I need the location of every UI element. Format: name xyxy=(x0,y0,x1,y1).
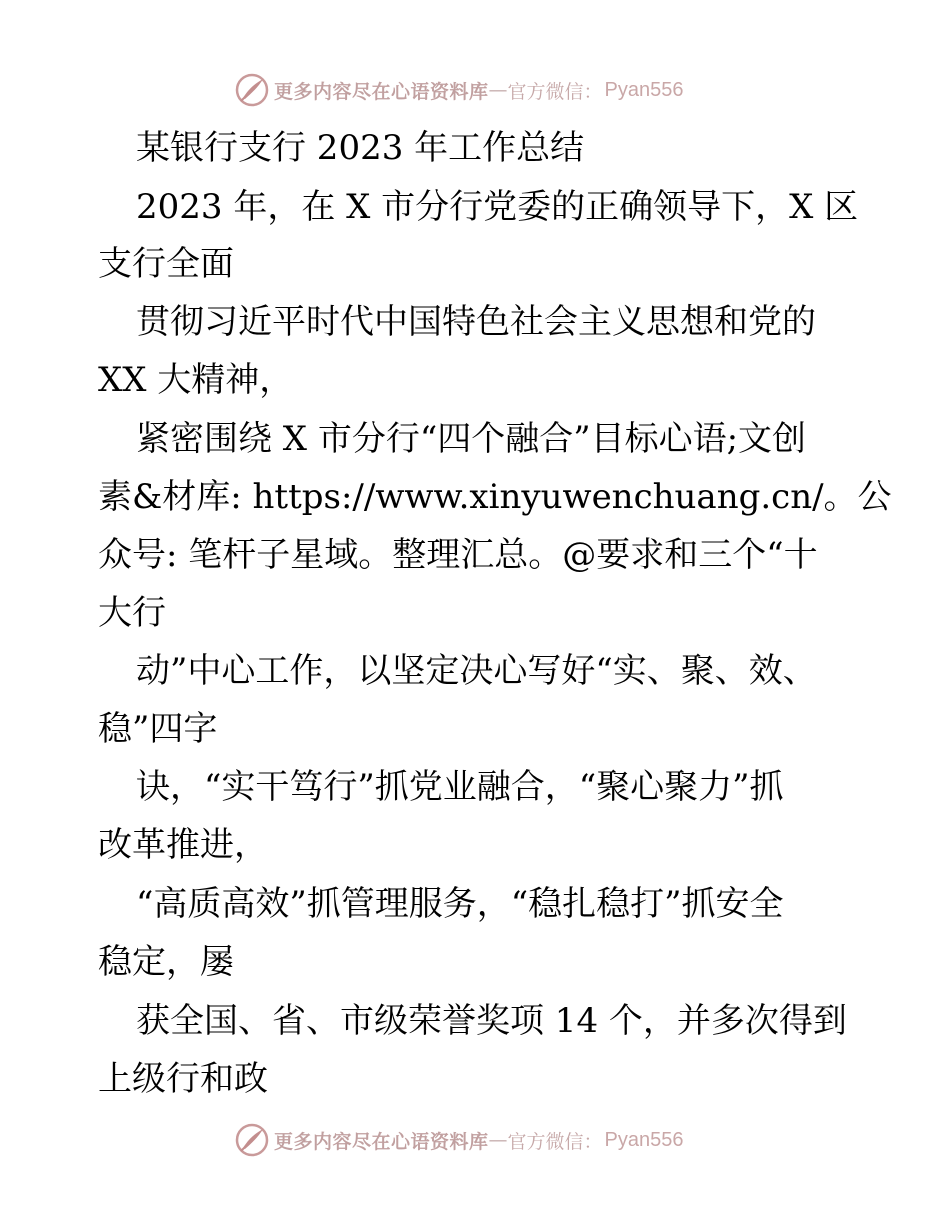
paragraph-line: 上级行和政 xyxy=(98,1059,268,1099)
footer-watermark xyxy=(234,1120,684,1160)
paragraph-line: 稳”四字 xyxy=(98,709,218,749)
paragraph-line: 2023 年，在 X 市分行党委的正确领导下，X 区 xyxy=(136,187,859,227)
paragraph-line: 素&材库: https://www.xinyuwenchuang.cn/。公 xyxy=(98,477,892,517)
paragraph-line: “高质高效”抓管理服务，“稳扎稳打”抓安全 xyxy=(136,884,784,924)
document-title: 某银行支行 2023 年工作总结 xyxy=(136,128,585,168)
paragraph-line: 贯彻习近平时代中国特色社会主义思想和党的 xyxy=(136,302,816,342)
watermark-main-text: 更多内容尽在心语资料库 xyxy=(274,1130,489,1153)
quill-pen-logo-icon xyxy=(234,1122,270,1158)
quill-pen-logo-icon xyxy=(234,72,270,108)
watermark-wechat-id: Pyan556 xyxy=(604,1128,684,1151)
paragraph-line: 紧密围绕 X 市分行“四个融合”目标心语;文创 xyxy=(136,419,807,459)
header-watermark xyxy=(234,70,684,110)
paragraph-line: 动”中心工作，以坚定决心写好“实、聚、效、 xyxy=(136,651,817,691)
watermark-main-text: 更多内容尽在心语资料库 xyxy=(274,80,489,103)
paragraph-line: 改革推进， xyxy=(98,825,268,865)
paragraph-line: 获全国、省、市级荣誉奖项 14 个，并多次得到 xyxy=(136,1001,847,1041)
paragraph-line: 大行 xyxy=(98,593,166,633)
watermark-wechat-label: 官方微信： xyxy=(507,1130,603,1153)
paragraph-line: 支行全面 xyxy=(98,244,234,284)
paragraph-line: 众号: 笔杆子星域。整理汇总。@要求和三个“十 xyxy=(98,535,818,575)
watermark-dash: — xyxy=(488,1129,508,1151)
paragraph-line: XX 大精神， xyxy=(98,360,294,400)
paragraph-line: 诀，“实干笃行”抓党业融合，“聚心聚力”抓 xyxy=(136,767,784,807)
paragraph-line: 稳定，屡 xyxy=(98,942,234,982)
watermark-wechat-id: Pyan556 xyxy=(604,78,684,101)
watermark-wechat-label: 官方微信： xyxy=(507,80,603,103)
watermark-dash: — xyxy=(488,79,508,101)
